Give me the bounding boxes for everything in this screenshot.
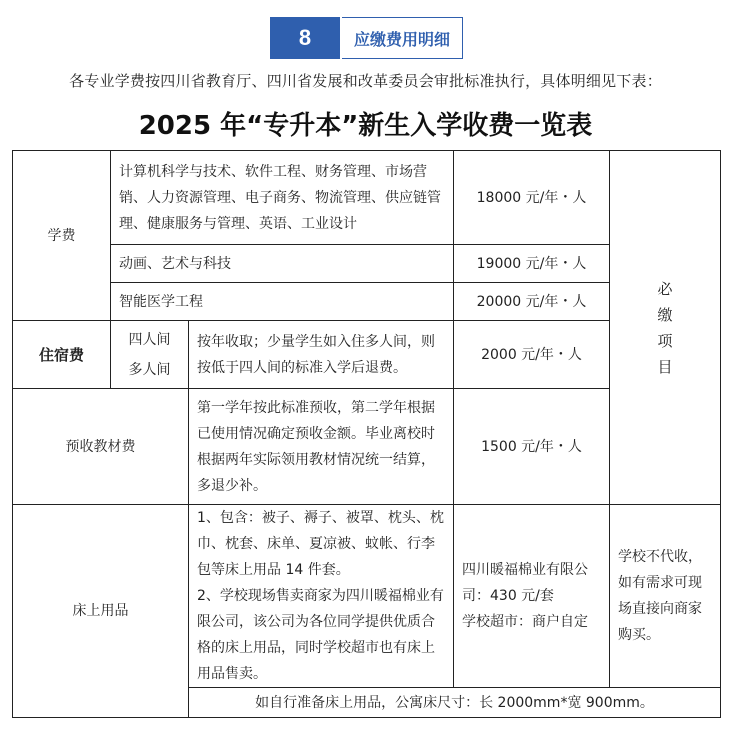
dorm-label: 住宿费 (13, 321, 111, 389)
page-title: 2025 年“专升本”新生入学收费一览表 (138, 111, 593, 141)
dorm-desc: 按年收取；少量学生如入住多人间，则按低于四人间的标准入学后退费。 (189, 321, 454, 389)
mandatory-char: 缴 (657, 305, 673, 324)
tuition-majors-3: 智能医学工程 (111, 283, 454, 321)
bedding-note: 学校不代收，如有需求可现场直接向商家购买。 (610, 505, 721, 688)
mandatory-char: 必 (657, 279, 673, 298)
tuition-price-1: 18000 元/年・人 (454, 151, 610, 245)
section-header (270, 17, 463, 59)
bedding-desc (189, 505, 454, 688)
tuition-majors-1: 计算机科学与技术、软件工程、财务管理、市场营销、人力资源管理、电子商务、物流管理、供应链管理、健康服务与管理、英语、工业设计 (111, 151, 454, 245)
fee-table (12, 150, 721, 718)
intro-text: 各专业学费按四川省教育厅、四川省发展和改革委员会审批标准执行，具体明细见下表： (69, 72, 662, 90)
tuition-label: 学费 (13, 151, 111, 321)
table-row (13, 505, 721, 688)
tuition-price-3: 20000 元/年・人 (454, 283, 610, 321)
tuition-price-2: 19000 元/年・人 (454, 245, 610, 283)
tuition-majors-2: 动画、艺术与科技 (111, 245, 454, 283)
mandatory-char: 目 (657, 357, 673, 376)
textbook-label: 预收教材费 (13, 389, 189, 505)
dorm-types (111, 321, 189, 389)
bedding-label: 床上用品 (13, 505, 189, 718)
bedding-price: 四川暖福棉业有限公司：430 元/套 学校超市：商户自定 (454, 505, 610, 688)
mandatory-char: 项 (657, 331, 673, 350)
dorm-price: 2000 元/年・人 (454, 321, 610, 389)
table-row (13, 151, 721, 245)
dorm-type: 多人间 (128, 361, 171, 378)
section-title: 应缴费用明细 (342, 17, 463, 59)
mandatory-items (610, 151, 721, 505)
textbook-price: 1500 元/年・人 (454, 389, 610, 505)
bedding-footer: 如自行准备床上用品，公寓床尺寸：长 2000mm*宽 900mm。 (189, 688, 721, 718)
dorm-type: 四人间 (128, 331, 171, 348)
bedding-desc-1: 1、包含：被子、褥子、被罩、枕头、枕巾、枕套、床单、夏凉被、蚊帐、行李包等床上用品 14 件套。 (197, 510, 444, 578)
textbook-desc: 第一学年按此标准预收，第二学年根据已使用情况确定预收金额。毕业离校时根据两年实际领用教材情况统一结算，多退少补。 (189, 389, 454, 505)
section-number: 8 (270, 17, 340, 59)
bedding-desc-2: 2、学校现场售卖商家为四川暖福棉业有限公司，该公司为各位同学提供优质合格的床上用品，同时学校超市也有床上用品售卖。 (197, 588, 444, 682)
